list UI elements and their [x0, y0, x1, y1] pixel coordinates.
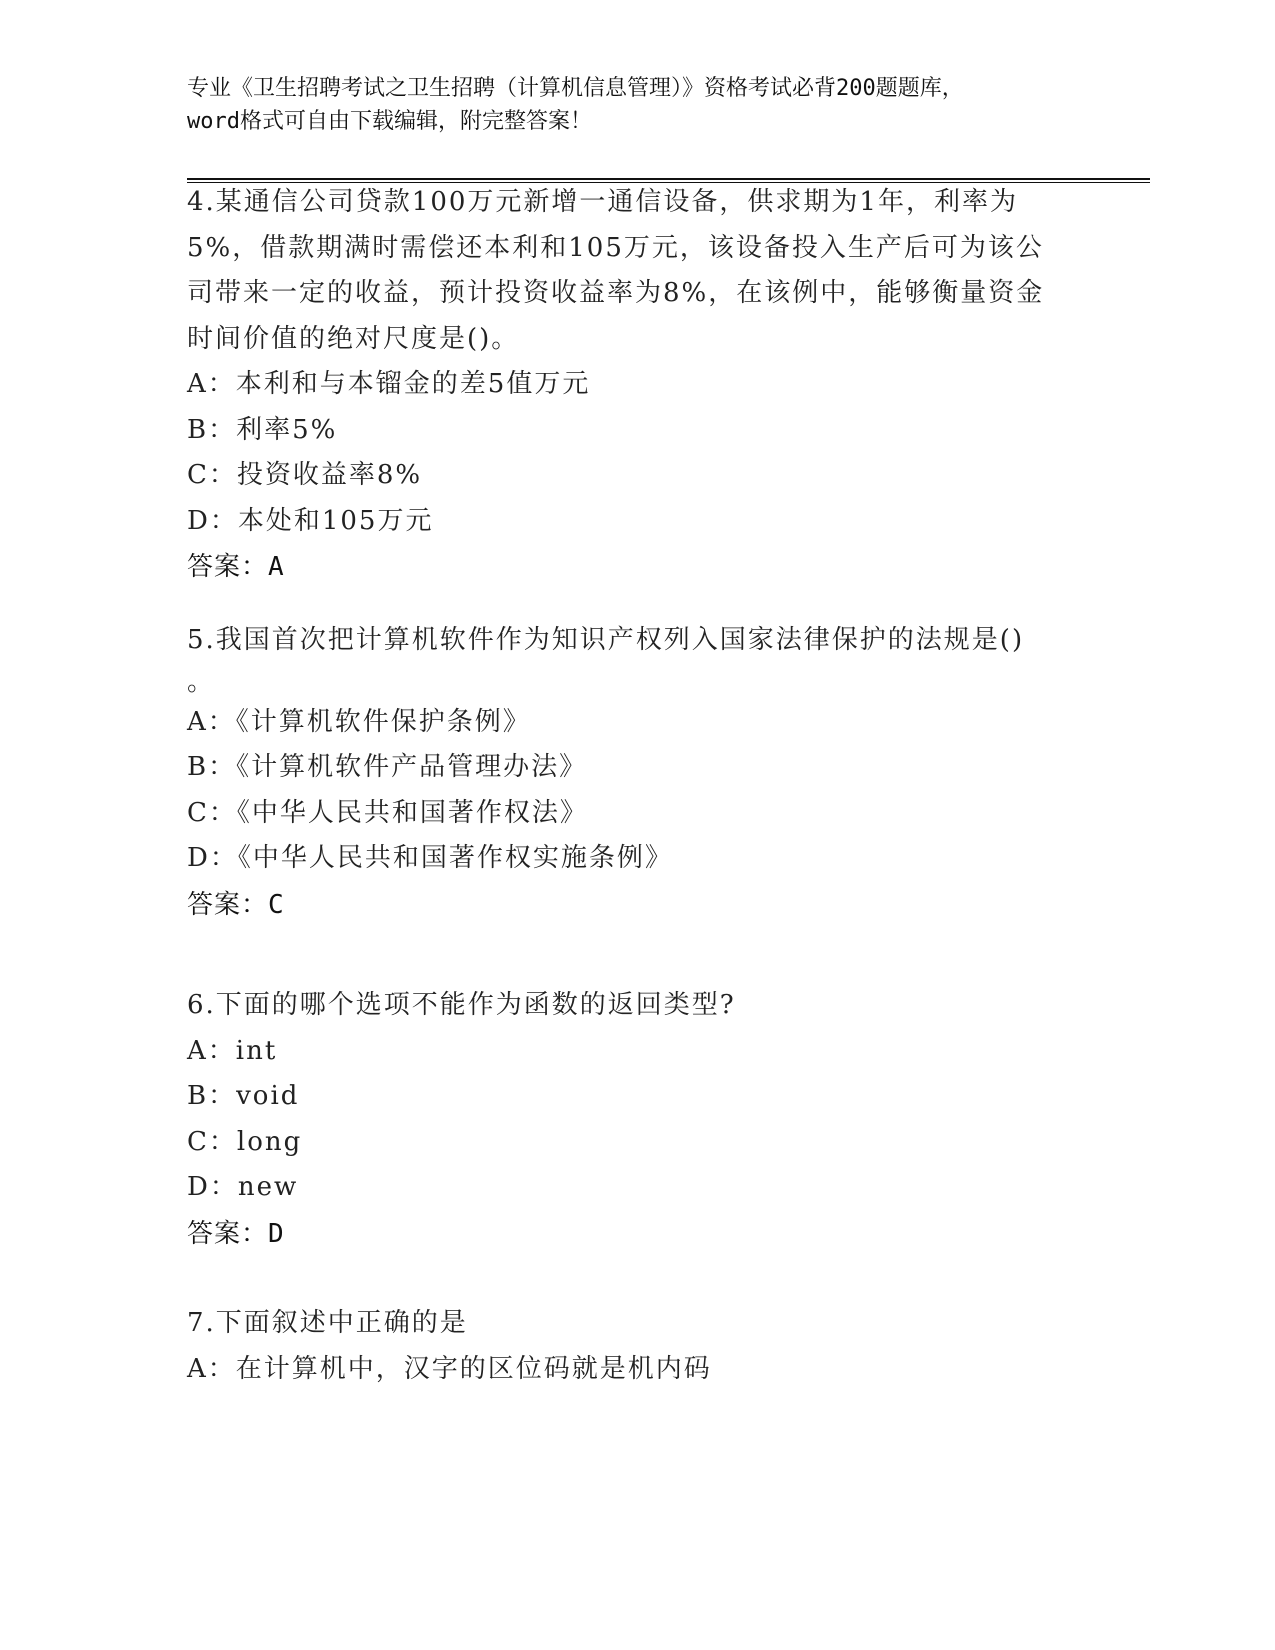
option-b: B：利率5% — [187, 414, 338, 445]
question-text-line: 5.我国首次把计算机软件作为知识产权列入国家法律保护的法规是() — [187, 625, 1025, 655]
question-4 — [187, 180, 1067, 590]
question-text-line: 。 — [187, 666, 216, 697]
option-c: C：《中华人民共和国著作权法》 — [187, 797, 588, 828]
option-b: B：《计算机软件产品管理办法》 — [187, 752, 588, 782]
option-a: A：在计算机中，汉字的区位码就是机内码 — [187, 1353, 712, 1384]
question-text-line: 时间价值的绝对尺度是()。 — [187, 323, 520, 354]
answer — [187, 1211, 1067, 1257]
answer-label: 答案： — [187, 1218, 269, 1249]
answer-value: C — [268, 889, 285, 920]
question-6 — [187, 983, 1067, 1257]
option-d: D：本处和105万元 — [187, 505, 434, 536]
answer — [187, 882, 1067, 928]
question-5 — [187, 618, 1067, 928]
answer-value: A — [268, 552, 285, 582]
question-text-line: 司带来一定的收益，预计投资收益率为8%，在该例中，能够衡量资金 — [187, 278, 1045, 308]
answer-value: D — [268, 1218, 285, 1249]
option-d: D：《中华人民共和国著作权实施条例》 — [187, 843, 673, 873]
option-c: C：long — [187, 1126, 303, 1157]
option-a: A：本利和与本镏金的差5值万元 — [187, 369, 591, 399]
answer-label: 答案： — [187, 552, 269, 582]
option-a: A：int — [187, 1035, 278, 1066]
option-c: C：投资收益率8% — [187, 460, 423, 490]
answer-label: 答案： — [187, 889, 269, 920]
header-line-1: 专业《卫生招聘考试之卫生招聘（计算机信息管理）》资格考试必背200题题库， — [187, 76, 964, 101]
question-text-line: 6.下面的哪个选项不能作为函数的返回类型? — [187, 990, 736, 1020]
option-a: A：《计算机软件保护条例》 — [187, 706, 531, 737]
question-7 — [187, 1301, 1067, 1392]
question-text-line: 5%，借款期满时需偿还本利和105万元，该设备投入生产后可为该公 — [187, 232, 1044, 263]
answer — [187, 544, 1067, 590]
option-b: B：void — [187, 1081, 300, 1111]
header-line-2: word格式可自由下载编辑，附完整答案！ — [187, 109, 592, 134]
question-text-line: 4.某通信公司贷款100万元新增一通信设备，供求期为1年，利率为 — [187, 187, 1018, 217]
document-header — [187, 72, 1087, 138]
option-d: D：new — [187, 1172, 299, 1202]
question-text-line: 7.下面叙述中正确的是 — [187, 1308, 468, 1338]
